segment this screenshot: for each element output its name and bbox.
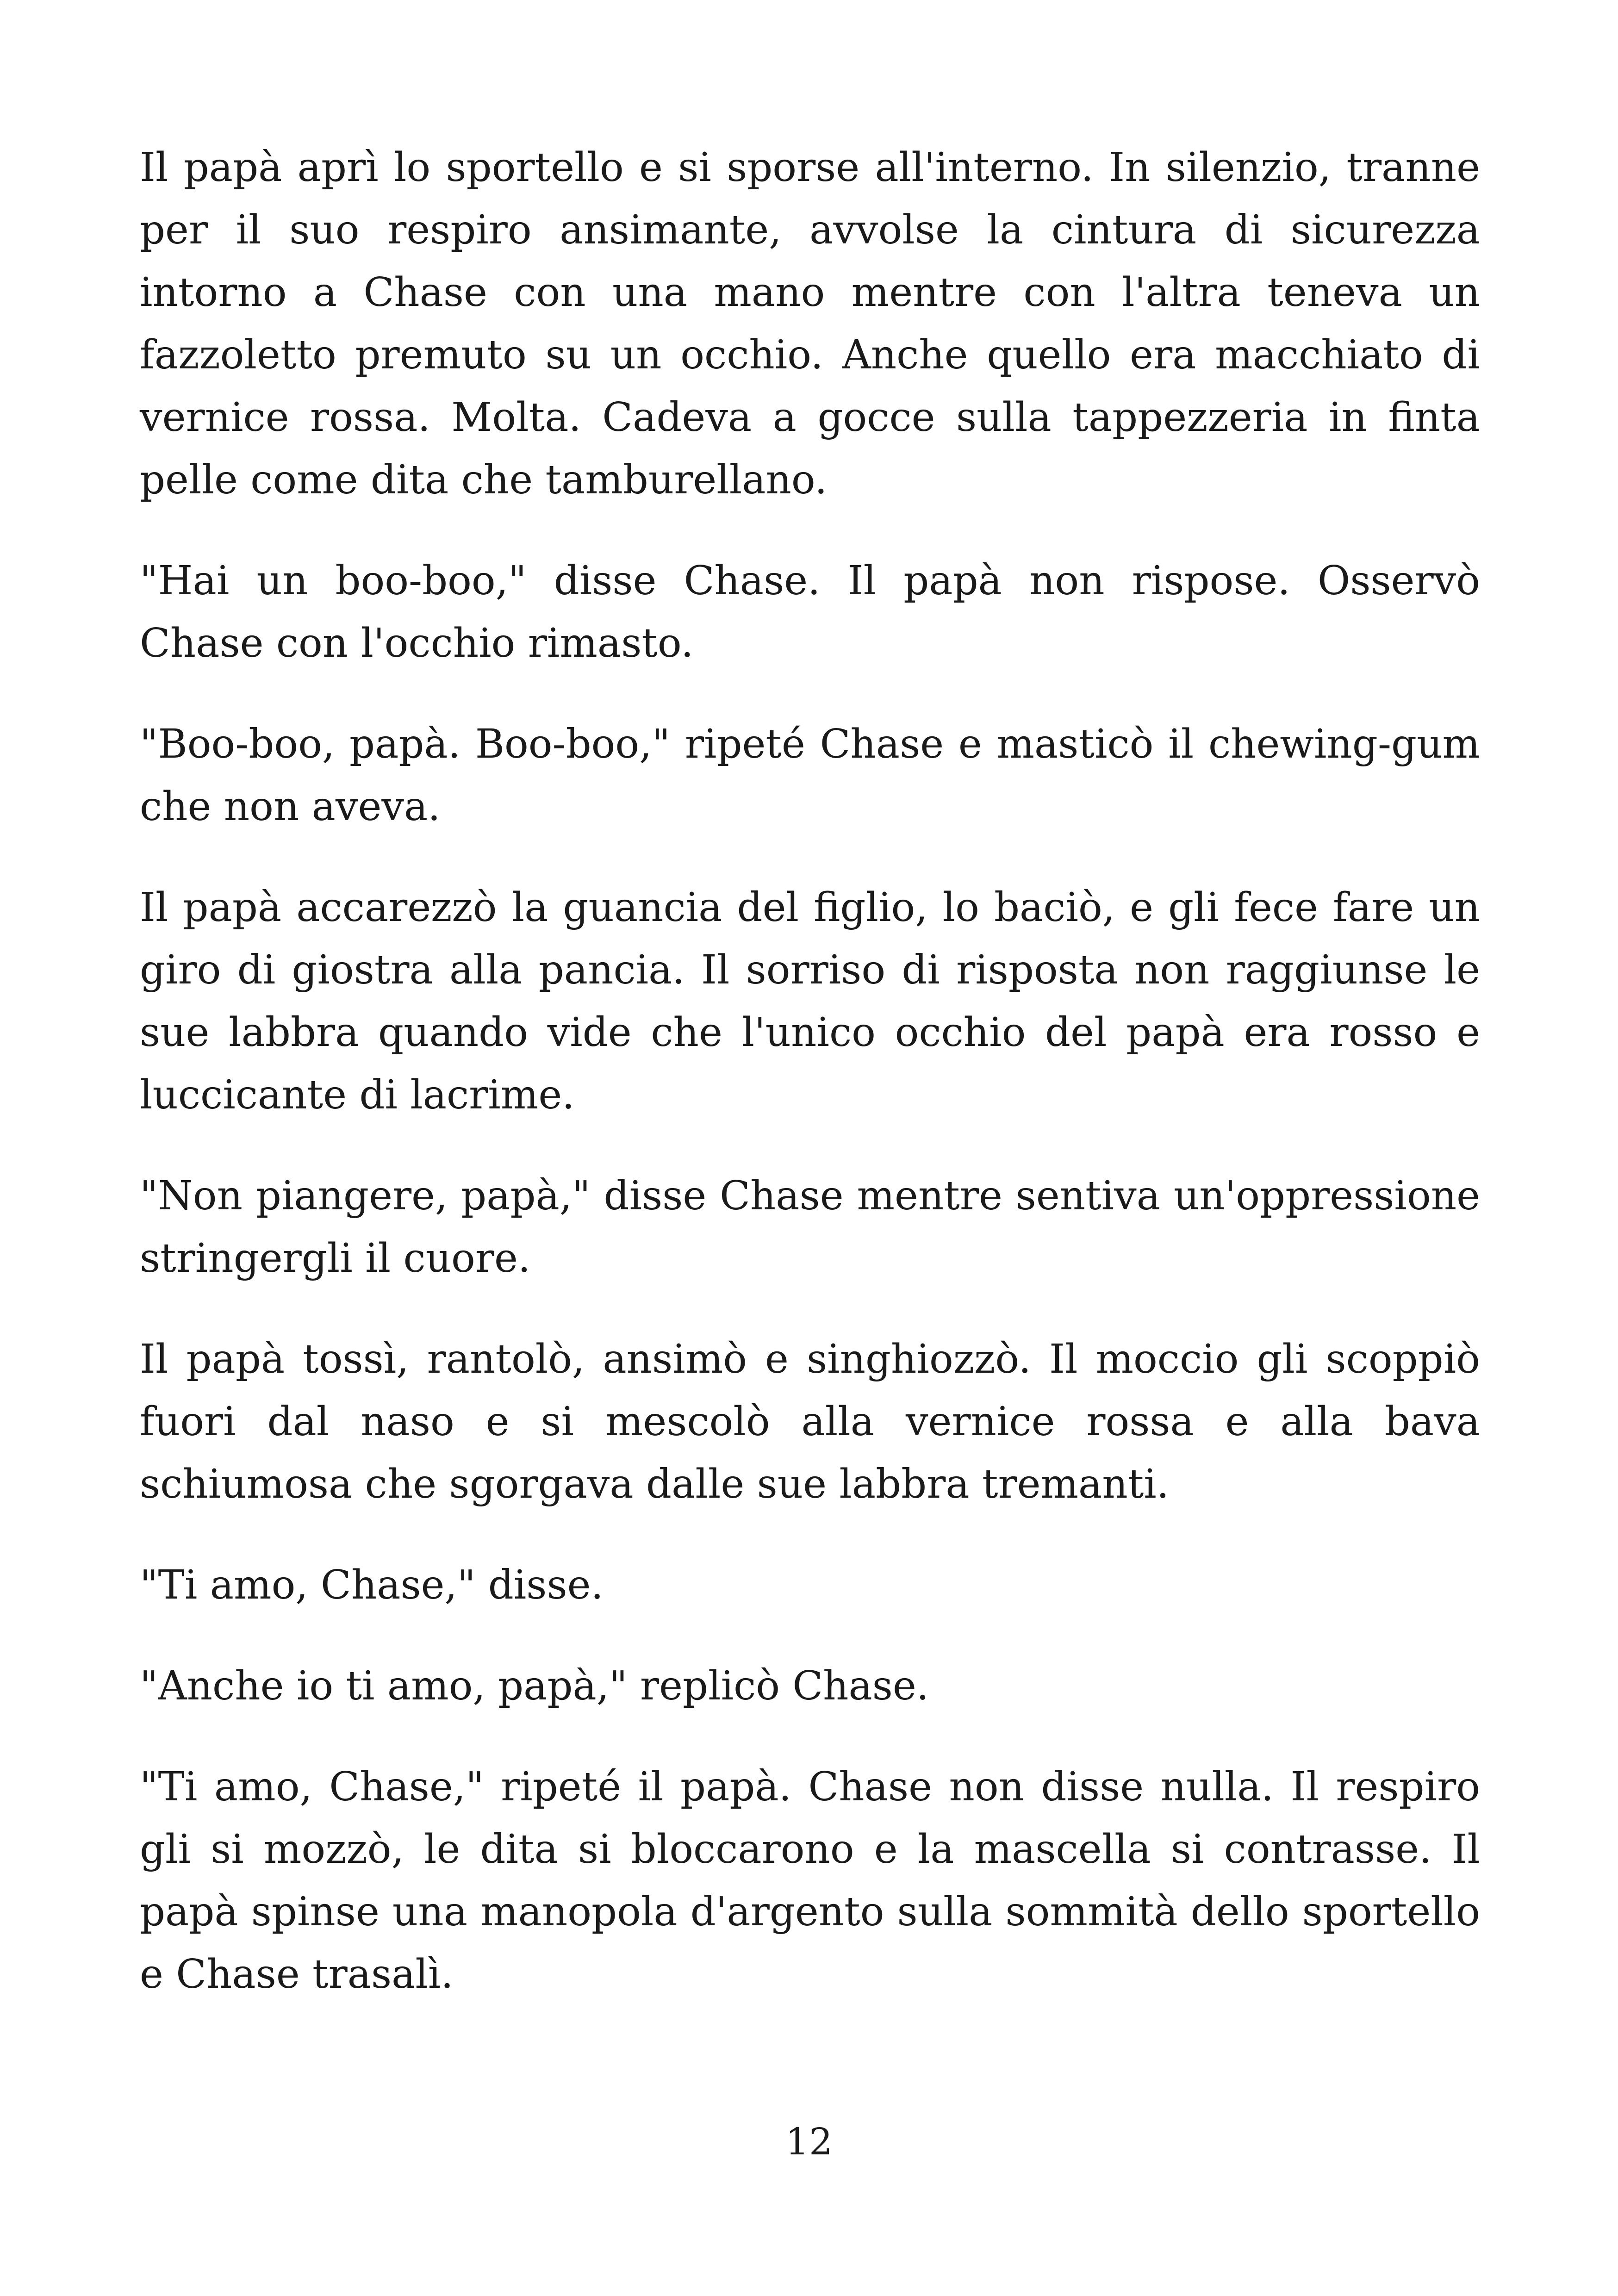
paragraph-2: "Hai un boo-boo," disse Chase. Il papà non rispose. Osservò Chase con l'occhio rimasto.	[140, 558, 1480, 666]
paragraph-1: Il papà aprì lo sportello e si sporse all'interno. In silenzio, tranne per il suo respiro ansimante, avvolse la cintura di sicurezza intorno a Chase con una mano mentre con l'altra teneva un fazzoletto premuto su un occhio. Anche quello era macchiato di vernice rossa. Molta. Cadeva a gocce sulla tappezzeria in finta pelle come dita che tamburellano.	[140, 144, 1480, 503]
paragraph-8: "Anche io ti amo, papà," replicò Chase.	[140, 1663, 929, 1709]
paragraph-6: Il papà tossì, rantolò, ansimò e singhiozzò. Il moccio gli scoppiò fuori dal naso e si mescolò alla vernice rossa e alla bava schiumosa che sgorgava dalle sue labbra tremanti.	[140, 1336, 1480, 1507]
body-text	[140, 137, 1480, 2044]
paragraph-4: Il papà accarezzò la guancia del figlio, lo baciò, e gli fece fare un giro di giostra alla pancia. Il sorriso di risposta non raggiunse le sue labbra quando vide che l'unico occhio del papà era rosso e luccicante di lacrime.	[140, 884, 1480, 1118]
paragraph-7: "Ti amo, Chase," disse.	[140, 1562, 604, 1608]
paragraph-9: "Ti amo, Chase," ripeté il papà. Chase non disse nulla. Il respiro gli si mozzò, le dita si bloccarono e la mascella si contrasse. Il papà spinse una manopola d'argento sulla sommità dello sportello e Chase trasalì.	[140, 1764, 1480, 1997]
page-number: 12	[785, 2120, 833, 2163]
paragraph-3: "Boo-boo, papà. Boo-boo," ripeté Chase e masticò il chewing-gum che non aveva.	[140, 721, 1480, 830]
paragraph-5: "Non piangere, papà," disse Chase mentre sentiva un'oppressione stringergli il cuore.	[140, 1173, 1480, 1282]
